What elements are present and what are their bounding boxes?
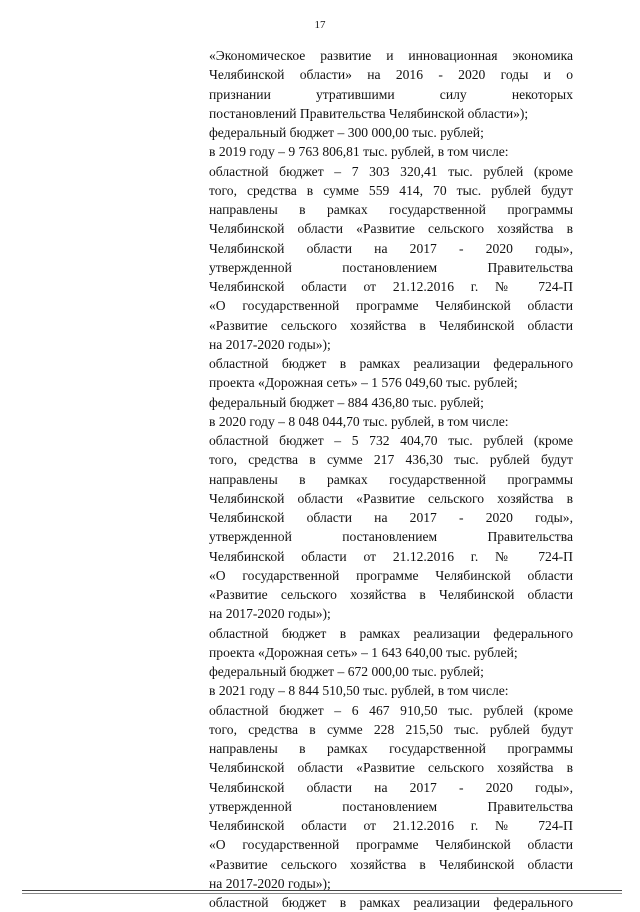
text-line: направлены в рамках государственной программы [209, 741, 573, 756]
text-line: в 2019 году – 9 763 806,81 тыс. рублей, в том числе: [209, 144, 509, 160]
text-line: «Развитие сельского хозяйства в Челябинской области [209, 856, 573, 872]
text-line: Челябинской области «Развитие сельского хозяйства в [209, 490, 573, 506]
text-line: Челябинской области» на 2016 - 2020 годы и о [209, 67, 573, 83]
text-line: «О государственной программе Челябинской области [209, 298, 573, 314]
text-line: утвержденной постановлением Правительства [209, 529, 573, 545]
text-line: признании утратившими силу некоторых [209, 86, 573, 102]
footer-rule [22, 890, 622, 891]
text-line: Челябинской области на 2017 - 2020 годы», [209, 779, 573, 795]
page-number: 17 [314, 19, 326, 31]
text-line: «Развитие сельского хозяйства в Челябинской области [209, 587, 573, 602]
text-line: «Развитие сельского хозяйства в Челябинской области [209, 317, 573, 333]
text-line: Челябинской области от 21.12.2016 г. № 724-П [209, 279, 573, 294]
text-line: Челябинской области на 2017 - 2020 годы», [209, 510, 573, 525]
footer-rule-second [22, 893, 622, 894]
text-line: на 2017-2020 годы»); [209, 875, 331, 891]
text-line: Челябинской области «Развитие сельского хозяйства в [209, 221, 573, 237]
text-line: Челябинской области на 2017 - 2020 годы», [209, 240, 573, 256]
text-line: направлены в рамках государственной программы [209, 202, 573, 217]
text-line: того, средства в сумме 559 414, 70 тыс. рублей будут [209, 182, 573, 198]
text-line: областной бюджет – 5 732 404,70 тыс. рублей (кроме [209, 433, 573, 448]
text-line: того, средства в сумме 217 436,30 тыс. рублей будут [209, 452, 573, 468]
text-line: Челябинской области от 21.12.2016 г. № 724-П [209, 548, 573, 564]
text-line: на 2017-2020 годы»); [209, 336, 331, 352]
text-line: направлены в рамках государственной программы [209, 471, 573, 487]
text-line: федеральный бюджет – 300 000,00 тыс. рублей; [209, 125, 484, 140]
text-line: в 2020 году – 8 048 044,70 тыс. рублей, в том числе: [209, 413, 509, 429]
text-line: в 2021 году – 8 844 510,50 тыс. рублей, в том числе: [209, 683, 509, 699]
text-line: областной бюджет – 6 467 910,50 тыс. рублей (кроме [209, 702, 573, 718]
text-line: «Экономическое развитие и инновационная экономика [209, 48, 573, 63]
text-line: «О государственной программе Челябинской области [209, 837, 573, 853]
text-line: Челябинской области от 21.12.2016 г. № 724-П [209, 818, 573, 833]
text-line: проекта «Дорожная сеть» – 1 576 049,60 тыс. рублей; [209, 375, 518, 391]
text-line: утвержденной постановлением Правительства [209, 798, 573, 814]
text-line: федеральный бюджет – 672 000,00 тыс. рублей; [209, 664, 484, 679]
text-line: того, средства в сумме 228 215,50 тыс. рублей будут [209, 721, 573, 737]
text-line: Челябинской области «Развитие сельского хозяйства в [209, 760, 573, 776]
text-line: «О государственной программе Челябинской области [209, 567, 573, 583]
text-line: областной бюджет – 7 303 320,41 тыс. рублей (кроме [209, 163, 573, 179]
text-line: федеральный бюджет – 884 436,80 тыс. рублей; [209, 394, 484, 410]
text-line: областной бюджет в рамках реализации федерального [209, 895, 573, 910]
text-line: областной бюджет в рамках реализации федерального [209, 356, 573, 371]
text-line: постановлений Правительства Челябинской области»); [209, 105, 529, 121]
text-line: проекта «Дорожная сеть» – 1 643 640,00 тыс. рублей; [209, 644, 518, 660]
text-line: на 2017-2020 годы»); [209, 606, 331, 622]
text-line: областной бюджет в рамках реализации федерального [209, 625, 573, 641]
document-text-block [209, 46, 573, 912]
text-line: утвержденной постановлением Правительства [209, 259, 573, 275]
